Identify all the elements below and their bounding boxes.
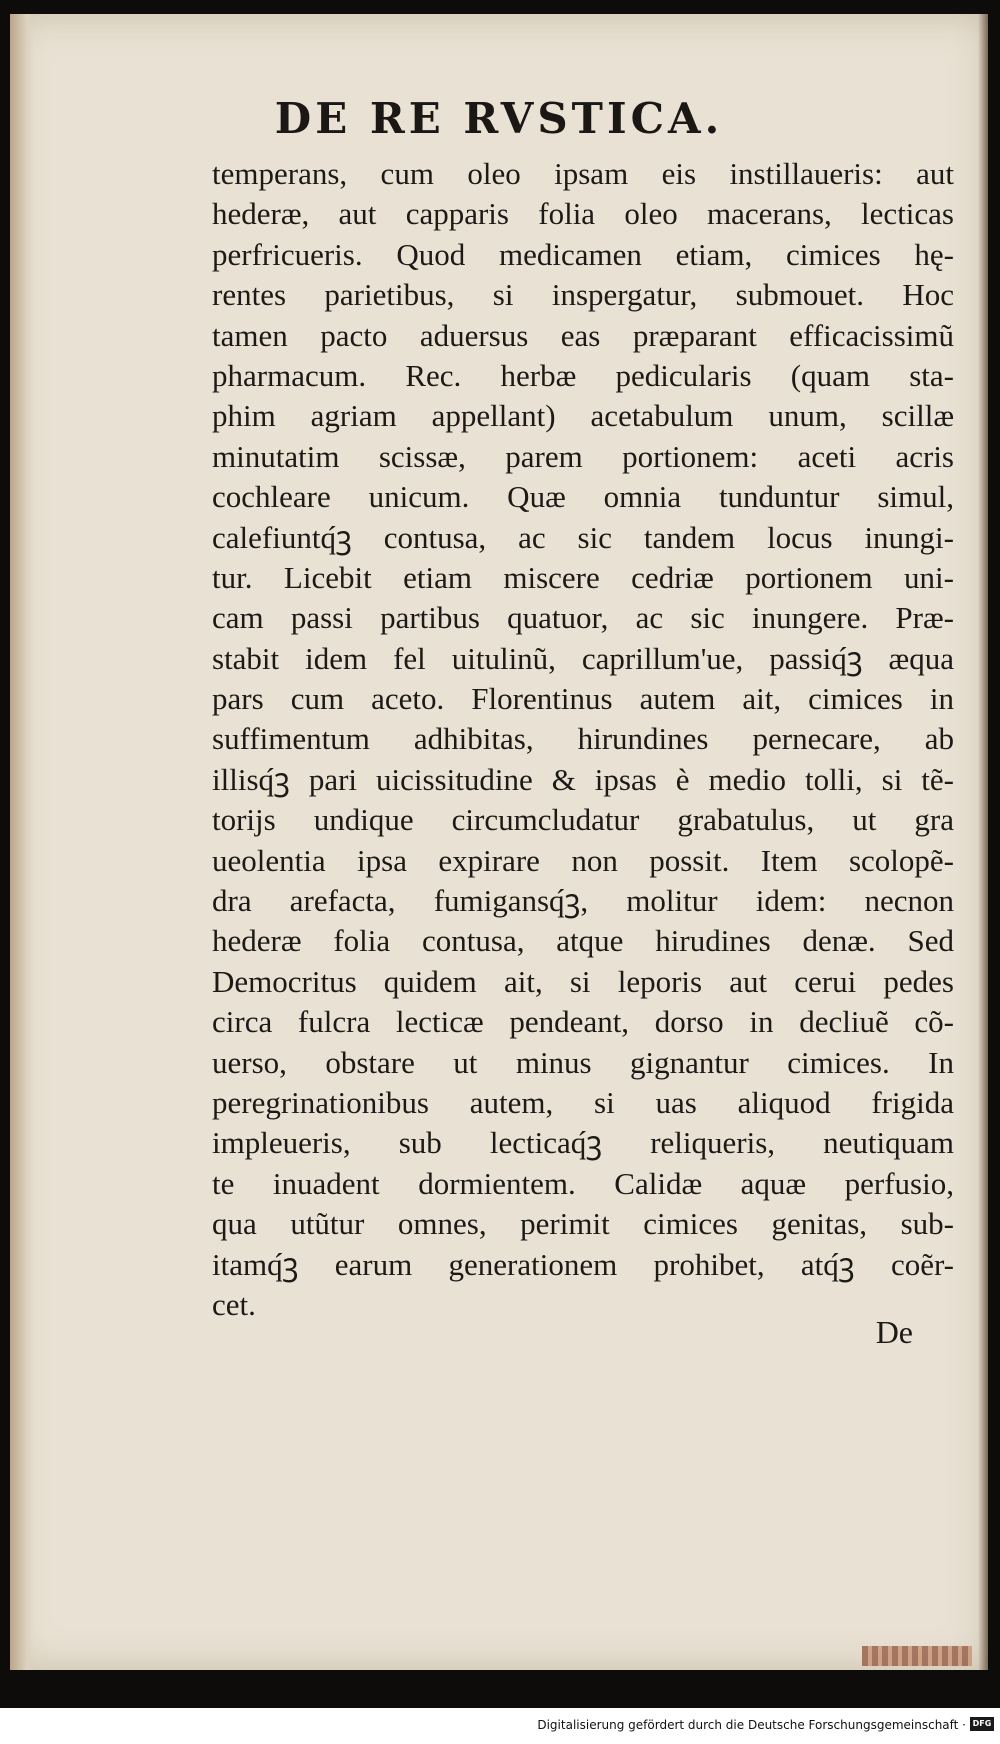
text-line: ueolentia ipsa expirare non possit. Item scolopẽ-: [212, 842, 954, 878]
catchword: De: [875, 1314, 913, 1350]
page-gutter-shadow: [10, 14, 34, 1670]
text-line: torijs undique circumcludatur grabatulus, ut gra: [212, 802, 954, 838]
digitization-credit: Digitalisierung gefördert durch die Deutsche Forschungsgemeinschaft ·: [537, 1718, 966, 1732]
text-line: te inuadent dormientem. Calidæ aquæ perfusio,: [212, 1165, 954, 1201]
text-line: hederæ folia contusa, atque hirudines denæ. Sed: [212, 923, 954, 959]
text-line: uerso, obstare ut minus gignantur cimices. In: [212, 1044, 954, 1080]
text-line: stabit idem fel uitulinũ, caprillum'ue, passiq́ꝫ æqua: [212, 640, 954, 676]
text-line: Democritus quidem ait, si leporis aut cerui pedes: [212, 963, 954, 999]
text-line: rentes parietibus, si inspergatur, submouet. Hoc: [212, 277, 954, 313]
binding-strip: [862, 1646, 972, 1666]
text-line: qua utũtur omnes, perimit cimices genitas, sub-: [212, 1206, 954, 1242]
text-line: impleueris, sub lecticaq́ꝫ reliqueris, neutiquam: [212, 1125, 954, 1161]
text-line: hederæ, aut capparis folia oleo macerans, lecticas: [212, 196, 954, 232]
book-page: [10, 14, 988, 1670]
text-line: illisq́ꝫ pari uicissitudine & ipsas è medio tolli, si tẽ-: [212, 761, 954, 797]
text-line: perfricueris. Quod medicamen etiam, cimices hę-: [212, 236, 954, 272]
text-line: suffimentum adhibitas, hirundines pernecare, ab: [212, 721, 954, 757]
text-line: cet.: [212, 1286, 256, 1322]
dfg-logo-icon: DFG: [970, 1717, 994, 1731]
text-line: calefiuntq́ꝫ contusa, ac sic tandem locus inungi-: [212, 519, 954, 555]
text-line: dra arefacta, fumigansq́ꝫ, molitur idem: necnon: [212, 883, 954, 919]
text-line: tamen pacto aduersus eas præparant efficacissimũ: [212, 317, 954, 353]
footer-bar: [0, 1708, 1000, 1744]
text-line: cam passi partibus quatuor, ac sic inungere. Præ-: [212, 600, 954, 636]
text-line: temperans, cum oleo ipsam eis instillaueris: aut: [212, 156, 954, 191]
text-line: peregrinationibus autem, si uas aliquod frigida: [212, 1084, 954, 1120]
text-line: itamq́ꝫ earum generationem prohibet, atq́ꝫ coẽr-: [212, 1246, 954, 1282]
running-header: DE RE RVSTICA.: [274, 94, 724, 143]
text-line: phim agriam appellant) acetabulum unum, scillæ: [212, 398, 954, 434]
text-line: minutatim scissæ, parem portionem: aceti acris: [212, 438, 954, 474]
page-edge-shadow: [978, 14, 988, 1670]
text-line: cochleare unicum. Quæ omnia tunduntur simul,: [212, 479, 954, 515]
text-line: pharmacum. Rec. herbæ pedicularis (quam sta-: [212, 357, 954, 393]
text-line: tur. Licebit etiam miscere cedriæ portionem uni-: [212, 559, 954, 595]
text-line: circa fulcra lecticæ pendeant, dorso in decliuẽ cõ-: [212, 1004, 954, 1040]
text-block: [212, 154, 954, 1325]
text-line: pars cum aceto. Florentinus autem ait, cimices in: [212, 681, 954, 717]
